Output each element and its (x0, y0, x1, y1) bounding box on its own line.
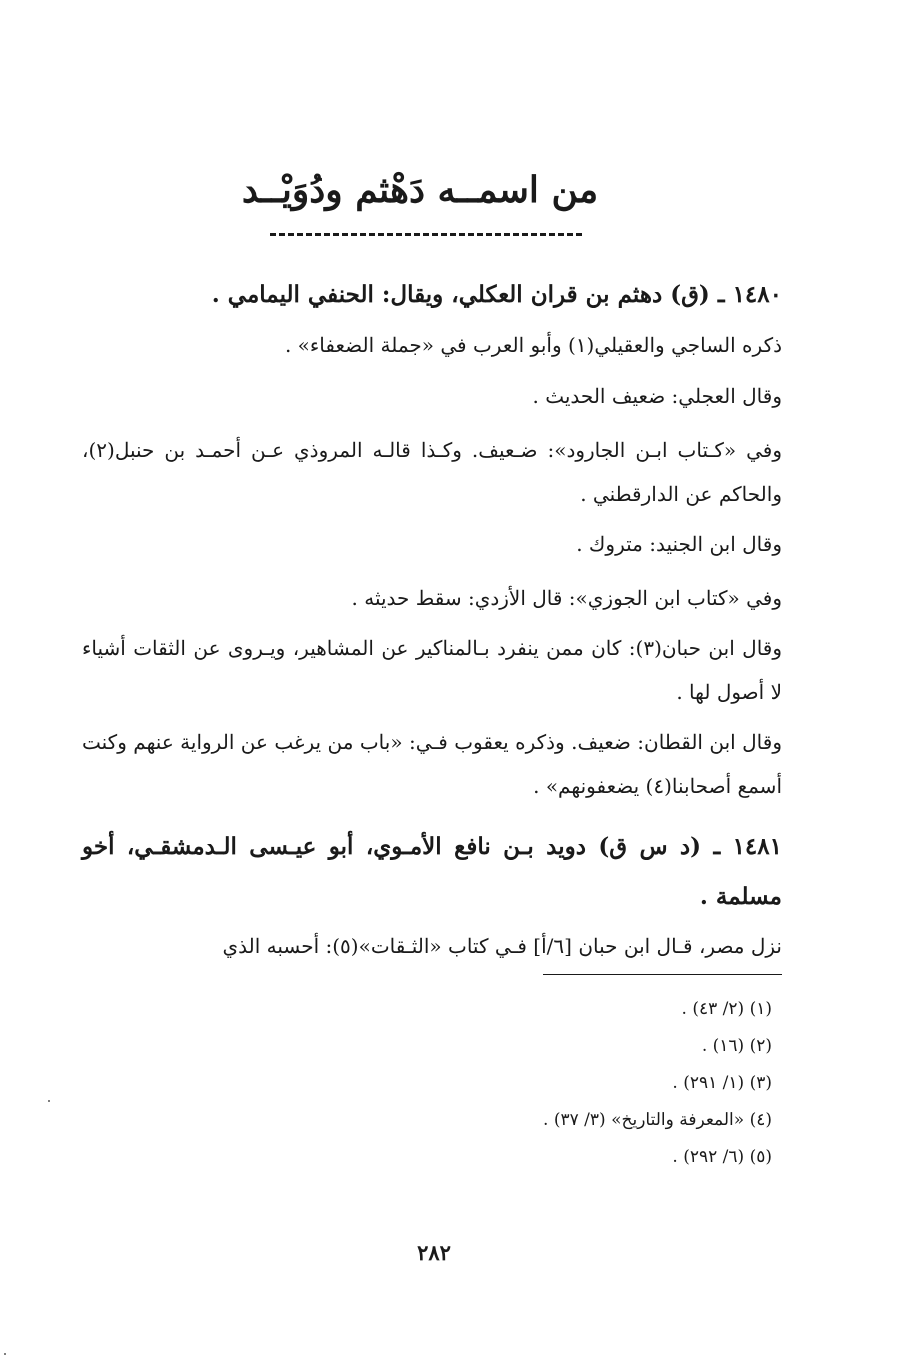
paragraph-qattan: وقال ابن القطان: ضعيف. وذكره يعقوب فـي: «باب من يرغب عن الرواية عنهم وكنت أسمع أصحابنا(٤) يضعفونهم» . (82, 730, 782, 798)
paragraph-misr: نزل مصر، قـال ابن حبان [٦/أ] فـي كتاب «الثـقات»(٥): أحسبه الذي (222, 934, 782, 958)
footnotes (82, 994, 772, 1179)
paragraph-saji: ذكره الساجي والعقيلي(١) وأبو العرب في «جملة الضعفاء» . (284, 333, 782, 357)
entry-1481-title: ١٤٨١ ـ (د س ق) دويد بـن نافع الأمـوي، أبو عيـسى الـدمشقـي، أخو مسلمة . (82, 833, 782, 910)
footnote-separator (543, 974, 782, 975)
heading-underline (270, 233, 582, 236)
footnote-1: (١) (٢/ ٤٣) . (681, 999, 772, 1019)
scan-speck (48, 1100, 50, 1102)
footnote-4: (٤) «المعرفة والتاريخ» (٣/ ٣٧) . (543, 1110, 772, 1130)
footnote-3: (٣) (١/ ٢٩١) . (672, 1073, 772, 1093)
entry-1480-title: ١٤٨٠ ـ (ق) دهثم بن قران العكلي، ويقال: الحنفي اليمامي . (211, 281, 782, 308)
paragraph-jarud: وفي «كـتاب ابـن الجارود»: ضـعيف. وكـذا قالـه المروذي عـن أحمـد بن حنبل(٢)، والحاكم عن الدارقطني . (82, 438, 782, 506)
scan-speck (4, 1353, 6, 1355)
paragraph-jawzi: وفي «كتاب ابن الجوزي»: قال الأزدي: سقط حديثه . (351, 586, 782, 610)
page-number: ٢٨٢ (417, 1240, 451, 1265)
paragraph-hibban: وقال ابن حبان(٣): كان ممن ينفرد بـالمناكير عن المشاهير، ويـروى عن الثقات أشياء لا أصول لها . (82, 636, 783, 704)
paragraph-junayd: وقال ابن الجنيد: متروك . (576, 532, 782, 556)
paragraph-ijli: وقال العجلي: ضعيف الحديث . (532, 384, 782, 408)
footnote-5: (٥) (٦/ ٢٩٢) . (672, 1147, 772, 1167)
footnote-2: (٢) (١٦) . (701, 1036, 772, 1056)
section-heading: من اسمــه دَهْثم ودُوَيْــد (241, 169, 599, 211)
